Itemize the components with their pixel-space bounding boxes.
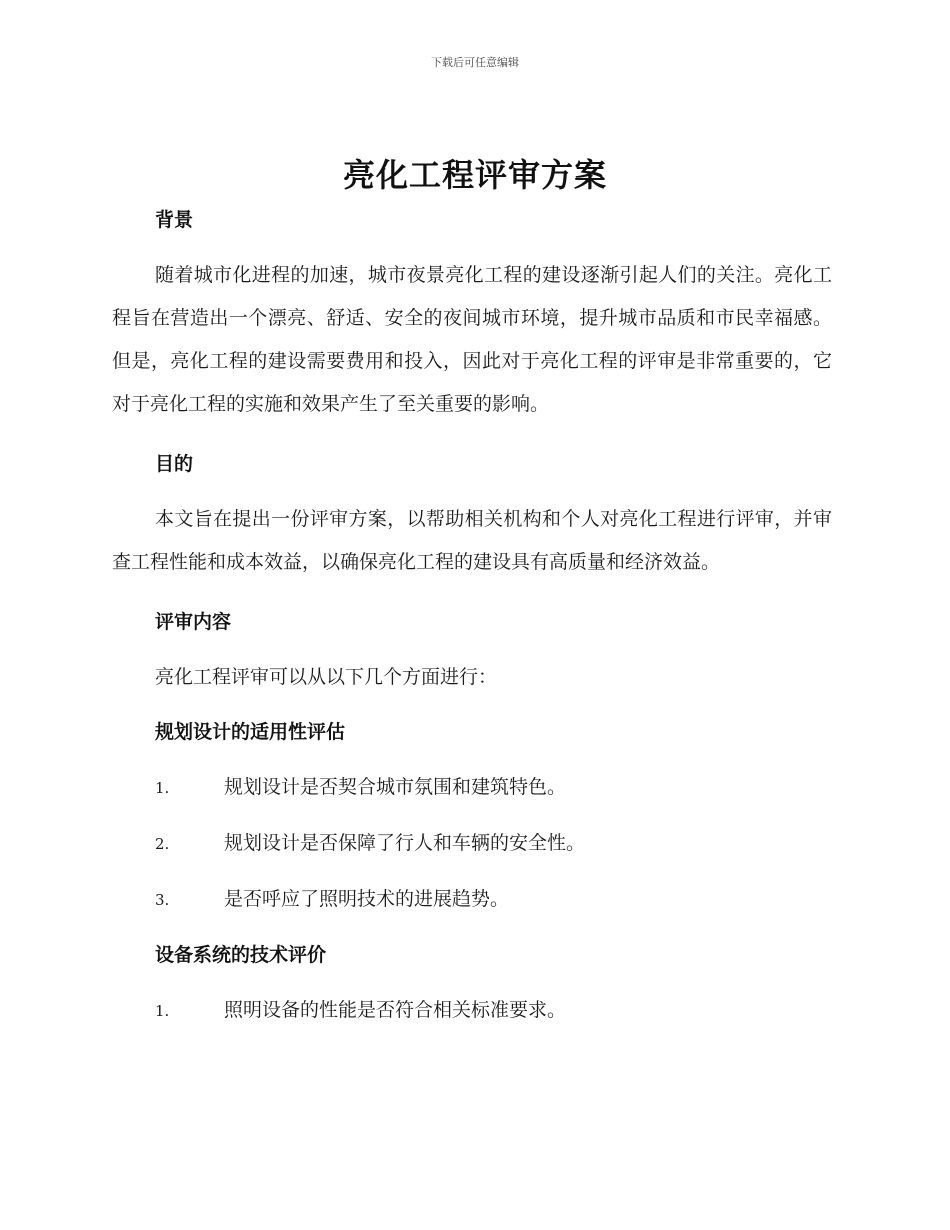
section-heading-planning: 规划设计的适用性评估 xyxy=(155,721,346,743)
list-number: 1. xyxy=(155,779,170,797)
document-title: 亮化工程评审方案 xyxy=(342,156,607,194)
list-item xyxy=(112,771,832,804)
list-text: 规划设计是否保障了行人和车辆的安全性。 xyxy=(224,832,586,854)
document-body xyxy=(112,204,832,1027)
list-text: 是否呼应了照明技术的进展趋势。 xyxy=(224,888,510,910)
paragraph-background: 随着城市化进程的加速，城市夜景亮化工程的建设逐渐引起人们的关注。亮化工程旨在营造出一个漂亮、舒适、安全的夜间城市环境，提升城市品质和市民幸福感。但是，亮化工程的建设需要费用和投入，因此对于亮化工程的评审是非常重要的，它对于亮化工程的实施和效果产生了至关重要的影响。 xyxy=(112,264,832,415)
list-item xyxy=(112,994,832,1027)
paragraph-purpose: 本文旨在提出一份评审方案，以帮助相关机构和个人对亮化工程进行评审，并审查工程性能和成本效益，以确保亮化工程的建设具有高质量和经济效益。 xyxy=(112,508,832,573)
list-number: 1. xyxy=(155,1002,170,1020)
list-number: 2. xyxy=(155,835,170,853)
list-number: 3. xyxy=(155,891,170,909)
list-item xyxy=(112,827,832,860)
section-heading-equipment: 设备系统的技术评价 xyxy=(155,944,327,966)
section-heading-purpose: 目的 xyxy=(155,453,194,475)
list-item xyxy=(112,883,832,916)
section-heading-content: 评审内容 xyxy=(155,611,232,633)
header-note: 下载后可任意编辑 xyxy=(431,56,519,69)
list-text: 照明设备的性能是否符合相关标准要求。 xyxy=(224,999,567,1021)
section-heading-background: 背景 xyxy=(155,209,194,231)
paragraph-content-intro: 亮化工程评审可以从以下几个方面进行： xyxy=(155,666,498,688)
list-text: 规划设计是否契合城市氛围和建筑特色。 xyxy=(224,776,567,798)
